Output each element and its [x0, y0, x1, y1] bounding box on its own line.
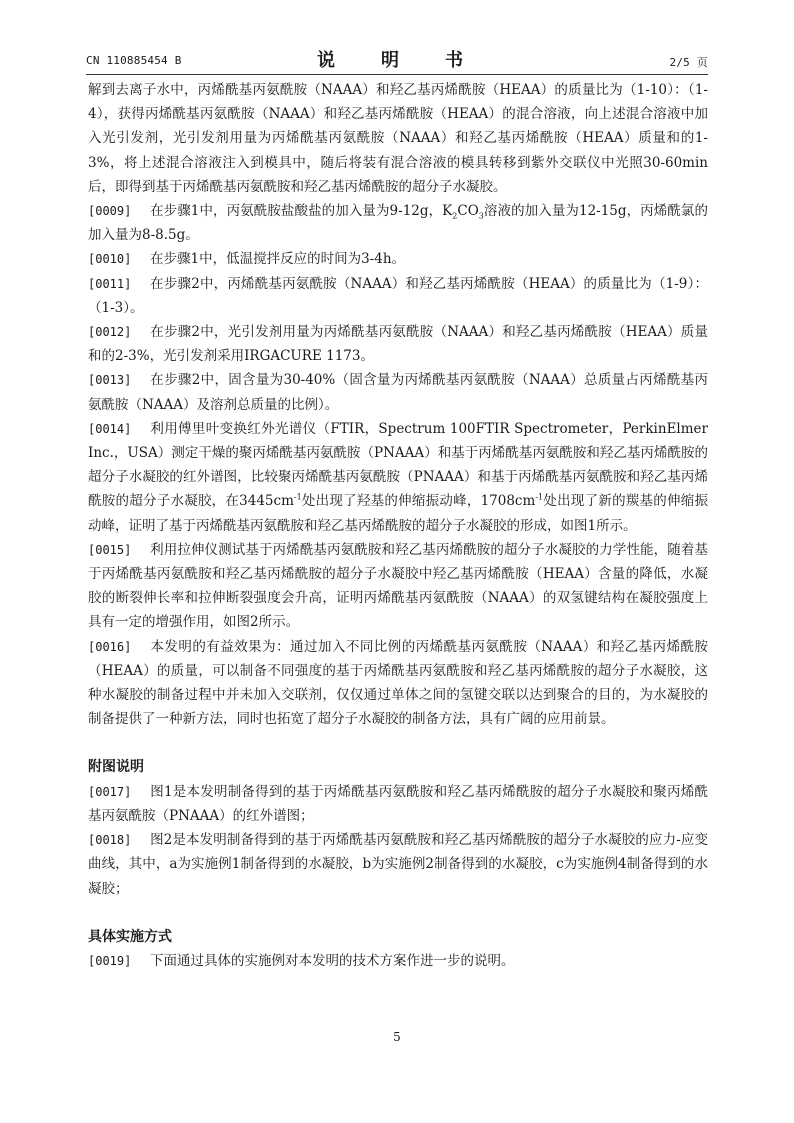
paragraph-text: 利用拉伸仪测试基于丙烯酰基丙氨酰胺和羟乙基丙烯酰胺的超分子水凝胶的力学性能，随着基于丙烯酰基丙氨酰胺和羟乙基丙烯酰胺的超分子水凝胶中羟乙基丙烯酰胺（HEAA）含量的降低，水凝胶的断裂伸长率和拉伸断裂强度会升高，证明丙烯酰基丙氨酰胺（NAAA）的双氢键结构在凝胶强度上具有一定的增强作用，如图2所示。	[88, 541, 708, 631]
paragraph-0011	[88, 272, 708, 320]
page-number: 5	[393, 1030, 401, 1044]
document-body	[88, 78, 708, 973]
paragraph-text: 在步骤2中，丙烯酰基丙氨酰胺（NAAA）和羟乙基丙烯酰胺（HEAA）的质量比为（1-9）：（1-3）。	[88, 275, 708, 316]
paragraph-0016	[88, 635, 708, 732]
paragraph-tag: [0017]	[88, 784, 132, 799]
paragraph-tag: [0015]	[88, 542, 132, 557]
paragraph-text: 溶液的加入量为12-15g，丙烯酰氯的加入量为8-8.5g。	[88, 203, 708, 244]
paragraph-text: 在步骤2中，固含量为30-40%（固含量为丙烯酰基丙氨酰胺（NAAA）总质量占丙烯酰基丙氨酰胺（NAAA）及溶剂总质量的比例）。	[88, 372, 708, 413]
section-spacer	[88, 901, 708, 925]
section-title-figures: 附图说明	[88, 759, 144, 776]
section-spacer	[88, 731, 708, 755]
superscript: -1	[535, 492, 544, 502]
paragraph-0018	[88, 828, 708, 901]
paragraph-text: 本发明的有益效果为：通过加入不同比例的丙烯酰基丙氨酰胺（NAAA）和羟乙基丙烯酰胺（HEAA）的质量，可以制备不同强度的基于丙烯酰基丙氨酰胺和羟乙基丙烯酰胺的超分子水凝胶，这种水凝胶的制备过程中并未加入交联剂，仅仅通过单体之间的氢键交联以达到聚合的目的，为水凝胶的制备提供了一种新方法，同时也拓宽了超分子水凝胶的制备方法，具有广阔的应用前景。	[88, 638, 708, 728]
paragraph-text: 在步骤1中，低温搅拌反应的时间为3-4h。	[150, 251, 406, 268]
document-title: 说 明 书	[317, 50, 477, 71]
page-indicator: 2/5 页	[669, 56, 708, 69]
paragraph-text: 在步骤1中，丙氨酰胺盐酸盐的加入量为9-12g，K	[150, 203, 453, 220]
paragraph-0010	[88, 247, 708, 271]
paragraph-0019	[88, 949, 708, 973]
paragraph-text: 图2是本发明制备得到的基于丙烯酰基丙氨酰胺和羟乙基丙烯酰胺的超分子水凝胶的应力-应变曲线，其中，a为实施例1制备得到的水凝胶，b为实施例2制备得到的水凝胶，c为实施例4制备得到的水凝胶；	[88, 832, 708, 897]
paragraph-0009	[88, 199, 708, 247]
paragraph-text: 处出现了羟基的伸缩振动峰，1708cm	[301, 493, 536, 510]
paragraph-tag: [0018]	[88, 833, 132, 848]
paragraph-0017	[88, 780, 708, 828]
paragraph-text: 图1是本发明制备得到的基于丙烯酰基丙氨酰胺和羟乙基丙烯酰胺的超分子水凝胶和聚丙烯酰基丙氨酰胺（PNAAA）的红外谱图；	[88, 783, 708, 824]
paragraph-tag: [0019]	[88, 953, 132, 968]
paragraph-tag: [0012]	[88, 325, 132, 340]
paragraph-tag: [0010]	[88, 252, 132, 267]
paragraph-0012	[88, 320, 708, 368]
paragraph-tag: [0009]	[88, 204, 132, 219]
subscript: 3	[478, 211, 484, 221]
page-header	[86, 44, 708, 75]
paragraph-tag: [0011]	[88, 276, 132, 291]
paragraph-text: 在步骤2中，光引发剂用量为丙烯酰基丙氨酰胺（NAAA）和羟乙基丙烯酰胺（HEAA）质量和的2-3%，光引发剂采用IRGACURE 1173。	[88, 324, 708, 365]
paragraph-0013	[88, 368, 708, 416]
paragraph-tag: [0013]	[88, 373, 132, 388]
paragraph-tag: [0016]	[88, 639, 132, 654]
subscript: 2	[452, 211, 458, 221]
paragraph-0014	[88, 417, 708, 538]
paragraph-text: 下面通过具体的实施例对本发明的技术方案作进一步的说明。	[150, 952, 515, 969]
paragraph-0015	[88, 538, 708, 635]
paragraph-text: 利用傅里叶变换红外光谱仪（FTIR，Spectrum 100FTIR Spectrometer，PerkinElmer Inc.，USA）测定干燥的聚丙烯酰基丙氨酰胺（PNAAA）和基于丙烯酰基丙氨酰胺和羟乙基丙烯酰胺的超分子水凝胶的红外谱图，比较聚丙烯酰基丙氨酰胺（PNAAA）和基于丙烯酰基丙氨酰胺和羟乙基丙烯酰胺的超分子水凝胶，在3445cm	[88, 420, 708, 510]
paragraph-text: CO	[457, 203, 479, 220]
section-title-embodiment: 具体实施方式	[88, 928, 172, 945]
document-number: CN 110885454 B	[86, 54, 182, 67]
continuation-paragraph: 解到去离子水中，丙烯酰基丙氨酰胺（NAAA）和羟乙基丙烯酰胺（HEAA）的质量比为（1-10）：（1-4），获得丙烯酰基丙氨酰胺（NAAA）和羟乙基丙烯酰胺（HEAA）的混合溶液，向上述混合溶液中加入光引发剂，光引发剂用量为丙烯酰基丙氨酰胺（NAAA）和羟乙基丙烯酰胺（HEAA）质量和的1-3%，将上述混合溶液注入到模具中，随后将装有混合溶液的模具转移到紫外交联仪中光照30-60min后，即得到基于丙烯酰基丙氨酰胺和羟乙基丙烯酰胺的超分子水凝胶。	[88, 82, 708, 195]
superscript: -1	[293, 492, 302, 502]
paragraph-text: 处出现了新的羰基的伸缩振动峰，证明了基于丙烯酰基丙氨酰胺和羟乙基丙烯酰胺的超分子水凝胶的形成，如图1所示。	[88, 493, 709, 534]
paragraph-tag: [0014]	[88, 421, 132, 436]
